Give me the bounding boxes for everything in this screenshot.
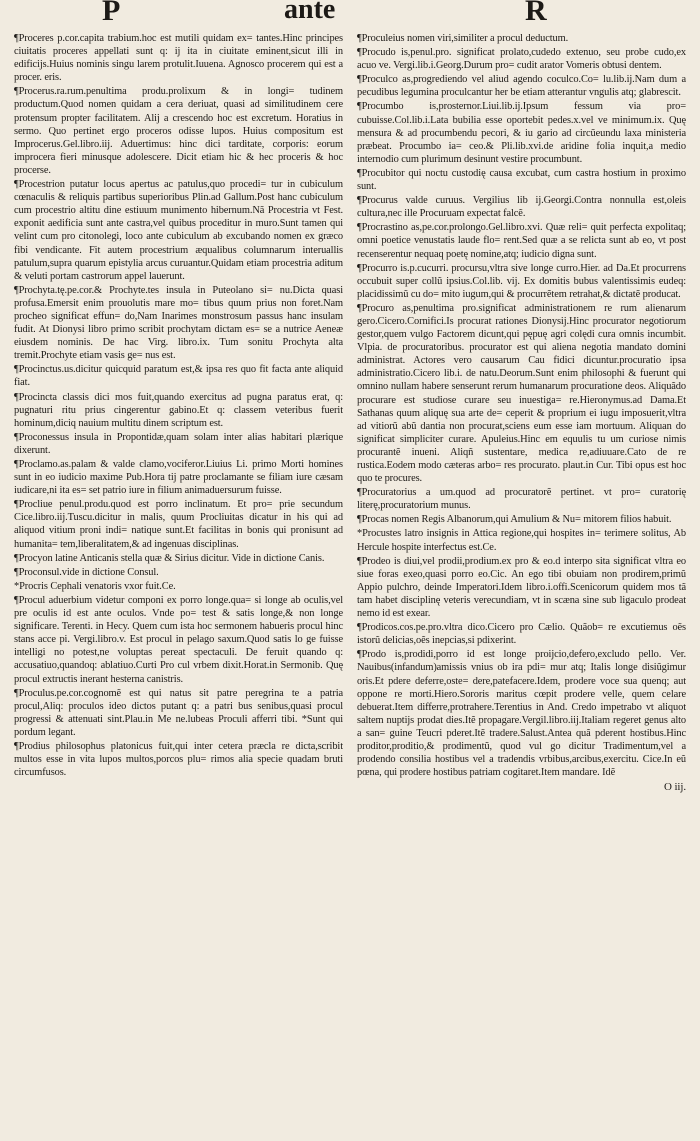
dictionary-entry: ¶Prodicos.cos.pe.pro.vltra dico.Cicero pro Cælio. Quãob= re excutiemus oẽs istorũ delicias,oẽs inepcias,si pdixerint. [357,622,686,647]
dictionary-entry: ¶Procurus valde curuus. Vergilius lib ij.Georgi.Contra nonnulla est,oleis cultura,nec ille Procuruam expectat falcẽ. [357,195,686,220]
dictionary-entry: ¶Procyon latine Anticanis stella quæ & Sirius dicitur. Vide in dictione Canis. [14,552,325,564]
signature-mark: O iij. [663,781,686,794]
right-column [357,32,686,1089]
dictionary-entry: ¶Proconsul.vide in dictione Consul. [14,566,159,578]
dictionary-entry: ¶Procrastino as,pe.cor.prolongo.Gel.libro.xvi. Quæ reli= quit perfecta expolitaq; omni poetice venustatis laude flo= rent.Sed quæ a se relicta sunt ab eo, vt post recenserentur nequaq poetę nomine,atq; iudicio digna sunt. [357,222,686,260]
dictionary-entry: ¶Proceres p.cor.capita trabium.hoc est mutili quidam ex= tantes.Hinc principes ciuitatis proceres appellati sunt q: ij ita in ciuitate eminent,sicut illi in edificijs.Huius nominis singu larem protulit.Iuuena. Agnosco procerem qui est a procer. eris. [14,33,343,84]
dictionary-entry: ¶Proculco as,progrediendo vel aliud agendo coculco.Co= lu.lib.ij.Nam dum a pecudibus legumina proculcantur her be etiam atterantur vngulis atq; glabrescit. [357,74,686,99]
dictionary-entry: ¶Proconessus insula in Propontidæ,quam solam inter alias habitari plærique dixerunt. [14,431,343,456]
header-letter-right: R [525,0,547,27]
dictionary-entry: ¶Prodius philosophus platonicus fuit,qui inter cetera præcla re dicta,scribit multos esse in vita lupos multos,porcos plu= rimos alia specie quadam bruti circumfusos. [14,740,343,779]
dictionary-entry: ¶Prodeo is diui,vel prodii,prodium.ex pro & eo.d interpo sita significat vltra eo siue foras exeo,quasi porro eo.Cic. An ego tibi obuiam non prodirem,primũ Appio pulchro, deinde Imperatori.Idem libro.i.offi.Scenicorum quidem mos tã tam habet disciplinę veteris verecundiam, vt in scæna sine sub ligaculo prodeat nemo id est exear. [357,555,686,620]
dictionary-entry: ¶Proclamo.as.palam & valde clamo,vociferor.Liuius Li. primo Morti homines sunt in eo iudicio maxime Pub.Hora tij patre proclamante se filiam iure cæsam iudicare,ni ita es= set patrio iure in filium animaduersurum fuisse. [14,459,343,497]
dictionary-entry: ¶Prodo is,prodidi,porro id est longe proijcio,defero,excludo pello. Ver. Nauibus(infandum)amissis vnius ob ira pdi= mur atq; Italis longe disiũgimur oris.Et pdere deferre,oste= dere,patefacere.Idem, prodere voce sua quenq; aut oppone re morti.Hiero.Sororis maritus cœpit prodere velle, quem celare debuerat.Item differre,protrahere.Terentius in And. Credo impetrabo vt aliquot saltem nuptijs prodat dies.Itẽ propagare.Vergil.libro.iij.Italiam regeret genus alto a san= guine Teucri pderet.Itẽ tradere.Salust.Antea quã pderent hostibus.Hinc proditor,proditio,& prodimentũ, quod vul go dicitur Tradimentum,vel a prodendo consilia hostibus vel a tradendis vrbibus,arcibus,exercitu. Cice.In eũ pœna, qui prodere hostibus patriam cogitaret.Item mandare. Idẽ [357,649,686,779]
header-word: ante [284,0,336,25]
dictionary-entry: *Procustes latro insignis in Attica regione,qui hospites in= terimere solitus, Ab Hercule hospite interfectus est.Ce. [357,528,686,553]
dictionary-entry: ¶Procincta classis dici mos fuit,quando exercitus ad pugna paratus erat, q: pugnaturi ritu prius cingerentur gabino.Et q: classem veteribus fuerit hominum,diciq nauium multitu dinem scriptum est. [14,391,343,429]
dictionary-entry: ¶Proculus.pe.cor.cognomẽ est qui natus sit patre peregrina te a patria procul,Aliq: proculos ideo dictos putant q: a patri bus senibus,quasi procul progressi & attenuati sint.Plau.in Me ne.lubeas Proculi afferri tibi. *Sunt qui pordum legant. [14,687,343,738]
dictionary-entry: ¶Procuro as,penultima pro.significat administrationem re rum alienarum gero.Cicero.Cornifici.Is procurat rationes Dionysij.Hinc procurator negotiorum gestor,quem vulgo Factorem dicunt,qui pępuę agri colędi cura omnis incumbit. Vlpia. de procuratoribus. procurator est qui aliena negotia mandato domini administrat. Actores vero causarum Cau fidici dicuntur.procuratio ipsa administratio.Cicero lib.i. de natu.Deorum.Sunt enim philosophi & fuerunt qui omnino nullam habere senserunt rerum humanarum procuratione deos. Aliquãdo procurare est studiose curare seu inuestiga= re.Hieronymus.ad Dama.Et Sathanas quum aliquę sua arte de= ceperit & proprium ei iugu imposuerit,vltra ad vitiorũ abũ dantia non procurat,sciens eum esse iam mortuum. Aliquan do significat simpliciter curare. Apuleius.Hinc em equulis tu um curiose nimis procurantẽ inueni. Aliqñ sustentare, medica re,adiuuare.Cato de re rustica.Eodem modo cæteras arbo= res procurato. plaut.in Cur. Tibi opus est hoc quo te procures. [357,302,686,485]
dictionary-entry: ¶Procubitor qui noctu custodię causa excubat, cum castra hostium in proximo sunt. [357,167,686,193]
dictionary-entry: ¶Procuratorius a um.quod ad procuratorẽ pertinet. vt pro= curatorię literę,procuratorium munus. [357,487,686,512]
dictionary-entry: ¶Procinctus.us.dicitur quicquid paratum est,& ipsa res quo fit facta ante aliquid fiat. [14,364,343,389]
dictionary-entry: ¶Procerus.ra.rum.penultima produ.prolixum & in longi= tudinem productum.Quod nomen quidam a cera deriuat, quasi ad similitudinem cere protensum propter facilitatem. Alij a crescendo hoc est excretum. Horatius in sermo. Quo pertinet ergo proceros odisse lupos. Huius compositum est Improcerus.Gel.libro.iij. Aduertimus: hinc dici tarditate, corporis: eorum improcera fieri minusque adolescere. Dicit etiam hic & hec proceris & hoc procerse. [14,86,343,176]
bottom-margin [0,1089,700,1141]
dictionary-entry: ¶Procumbo is,prosternor.Liui.lib.ij.Ipsum fessum via pro= cubuisse.Col.lib.i.Lata bubilia esse oportebit pedes.x.vel ve minimum.ix. Quę mensura & ad procumbendu pecori, & iu gario ad circũeundu laxa ministeria præbeat. Procumbo ia= ceo.& Pli.lib.xvi.de aridine folia inquit,a medio internodio cum plurimum desinunt vestire procumbunt. [357,101,686,165]
dictionary-entry: ¶Procas nomen Regis Albanorum,qui Amulium & Nu= mitorem filios habuit. [357,514,672,526]
dictionary-entry: *Procris Cephali venatoris vxor fuit.Ce. [14,580,176,592]
text-columns [14,32,686,1089]
left-column [14,32,343,1089]
dictionary-entry: ¶Procliue penul.produ.quod est porro inclinatum. Et pro= prie secundum Cice.libro.iij.Tuscu.dicitur in malis, quum Procliuitas dicatur in his qui ad aliquod vitium proni indi= natique sunt.Et facilitas in bonis qui pronisunt ad humanita= tem,liberalitatem,& ad ingenuas disciplinas. [14,499,343,550]
dictionary-entry: ¶Procurro is.p.cucurri. procursu,vltra sive longe curro.Hier. ad Da.Et procurrens occubuit super collũ ipsius.Col.lib. vij. Ex domitis bubus valentissimis eudeq: placidissimũ cu do= mito iugum,qui & procurrẽtem retrahat,& dictatẽ producat. [357,262,686,300]
dictionary-entry: ¶Procul aduerbium videtur componi ex porro longe.qua= si longe ab oculis,vel pre oculis id est ante oculos. Vnde po= test & satis longe,& non longe significare. Terenti. in Hecy. Quem cum ista hoc sermonem habueris procul hinc stans acce pi. Vergi.libro.v. Est procul in pelago saxum.Quod satis lo ge fuisse intelligi no potest,ne voluptas pereat spectaculi. De feruit quando q: accusatiuo,quandoq: ablatiuo.Curti Pro cul vrbem dixit.Horat.in Sermonib. Quę procul extructis inerant hesterna canistris. [14,594,343,685]
dictionary-entry: ¶Prochyta.tę.pe.cor.& Prochyte.tes insula in Puteolano si= nu.Dicta quasi profusa.Emersit enim prouolutis mare mo= tibus quum prius non foret.Nam procheo significat effun= do,Nam Inarimes monstrosum passus hanc insulam fudit. At Dionysi libro primo scribit prochytam dictam es= se a nutrice Aeneæ eiusdem nominis. De hac Virg. libro.ix. Tum sonitu Prochyta alta tremit.Prochyte etiam vasis ge= nus est. [14,284,343,362]
running-header [14,0,686,34]
dictionary-entry: ¶Proculeius nomen viri,similiter a procul deductum. [357,33,569,44]
dictionary-entry: ¶Procudo is,penul.pro. significat prolato,cudedo extenuo, seu probe cudo,ex acuo ve. Vergi.lib.i.Georg.Durum pro= cudit arator Vomeris obtusi dentem. [357,47,686,72]
dictionary-entry: ¶Procestrion putatur locus apertus ac patulus,quo procedi= tur in cubiculum cœnaculis & reliquis partibus superioribus Plin.ad Gallum.Post hanc cubiculum cum procestrio altitu dine estiuum munimento hibernum.Nã Procestria vt Fest. exponit aedificia sunt ante castra,vel quibus proceditur in muro.Sunt tamen qui velint cum pro citonolegi, loco ante cubiculum ab excubando nomen ex græco fibi vendicante. Fit autem procestrium æqualibus columnarum interuallis patulum,supra quarum epistylia arcus curuantur.Quidam etiam procestria aditum & veluti portam castrorum appel lauerunt. [14,179,343,282]
header-letter-left: P [102,0,121,27]
